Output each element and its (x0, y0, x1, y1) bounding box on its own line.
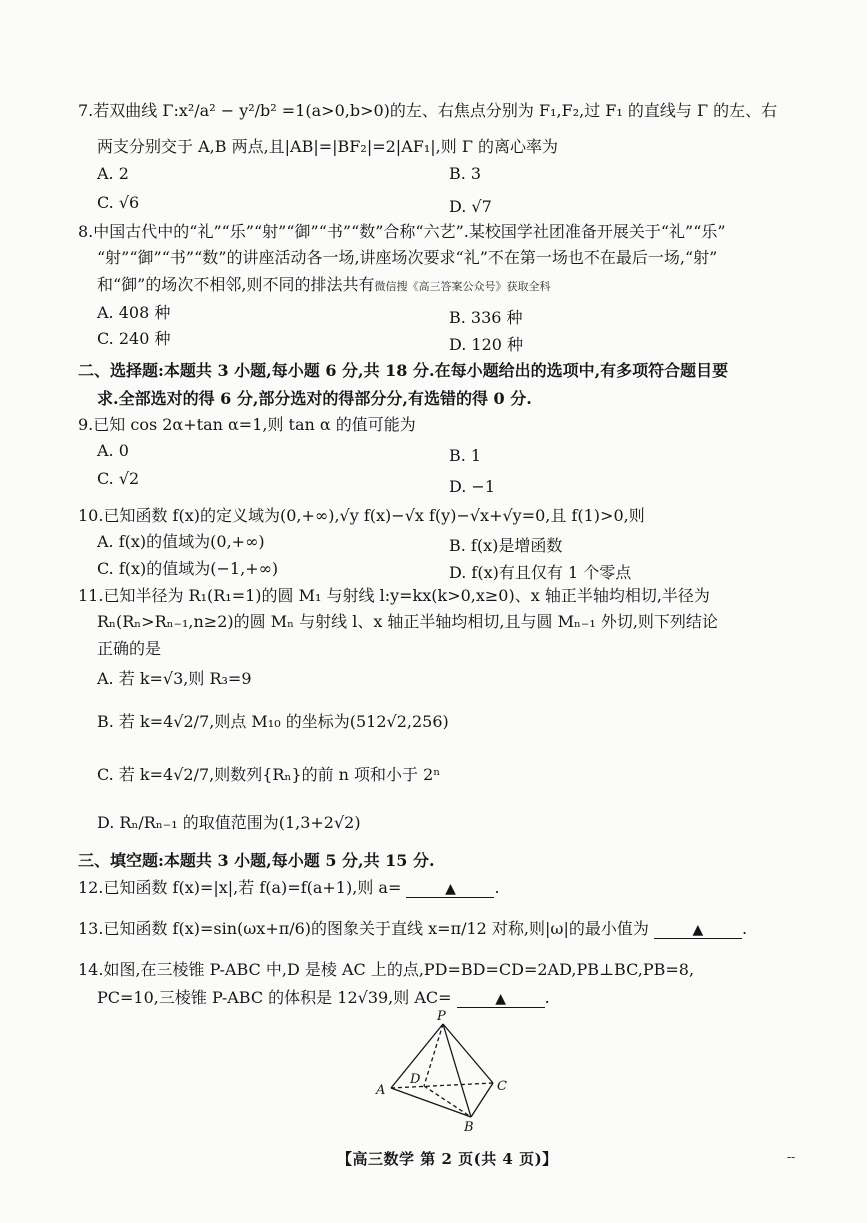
q7-line1: 7.若双曲线 Γ:x²/a² − y²/b² =1(a>0,b>0)的左、右焦点分别为 F₁,F₂,过 F₁ 的直线与 Γ 的左、右 (78, 101, 778, 120)
footer-dash: -- (787, 1150, 796, 1164)
q8-option-c: C. 240 种 (97, 329, 171, 348)
label-b: B (464, 1120, 474, 1135)
q14-answer-blank[interactable] (457, 989, 545, 1008)
edge-ab (391, 1088, 471, 1117)
q8-line3 (97, 274, 550, 298)
q14-blank-triangle: ▲ (495, 991, 507, 1007)
q11-option-a: A. 若 k=√3,则 R₃=9 (97, 669, 252, 688)
section3-heading: 三、填空题:本题共 3 小题,每小题 5 分,共 15 分. (78, 851, 435, 870)
q10-stem: 10.已知函数 f(x)的定义域为(0,+∞),√y f(x)−√x f(y)−√x+√y=0,且 f(1)>0,则 (78, 506, 645, 525)
q9-stem: 9.已知 cos 2α+tan α=1,则 tan α 的值可能为 (78, 415, 416, 434)
q13-answer-blank[interactable] (654, 920, 742, 939)
segment-pd-hidden (424, 1024, 443, 1086)
label-c: C (497, 1079, 507, 1094)
q7-option-d: D. √7 (449, 197, 492, 216)
edge-ac-hidden (391, 1083, 493, 1088)
edge-pa (391, 1024, 443, 1088)
q7-option-b: B. 3 (449, 164, 482, 183)
q11-option-d: D. Rₙ/Rₙ₋₁ 的取值范围为(1,3+2√2) (97, 813, 361, 832)
q10-option-c: C. f(x)的值域为(−1,+∞) (97, 559, 279, 578)
q12-line (78, 877, 500, 899)
q8-option-a: A. 408 种 (97, 303, 171, 322)
q9-option-c: C. √2 (97, 469, 140, 488)
edge-pb (443, 1024, 471, 1117)
q11-option-c: C. 若 k=4√2/7,则数列{Rₙ}的前 n 项和小于 2ⁿ (97, 765, 441, 784)
q14-end: . (544, 988, 550, 1007)
q12-answer-blank[interactable] (406, 879, 494, 898)
q8-line1: 8.中国古代中的“礼”“乐”“射”“御”“书”“数”合称“六艺”.某校国学社团准备开展关于“礼”“乐” (78, 222, 726, 241)
q7-option-a: A. 2 (97, 164, 129, 183)
segment-bd-hidden (424, 1086, 471, 1117)
label-d: D (410, 1072, 421, 1087)
edge-bc (471, 1083, 493, 1117)
q7-option-c: C. √6 (97, 193, 140, 212)
section2-heading-line2: 求.全部选对的得 6 分,部分选对的得部分分,有选错的得 0 分. (97, 389, 532, 408)
section2-heading-line1: 二、选择题:本题共 3 小题,每小题 6 分,共 18 分.在每小题给出的选项中,有多项符合题目要 (78, 361, 729, 380)
q8-option-d: D. 120 种 (449, 335, 524, 354)
q8-option-b: B. 336 种 (449, 308, 523, 327)
q11-line1: 11.已知半径为 R₁(R₁=1)的圆 M₁ 与射线 l:y=kx(k>0,x≥0)、x 轴正半轴均相切,半径为 (78, 586, 710, 605)
q9-option-b: B. 1 (449, 446, 482, 465)
q8-watermark: 微信搜《高三答案公众号》获取全科 (374, 280, 551, 293)
q12-stem: 12.已知函数 f(x)=|x|,若 f(a)=f(a+1),则 a= (78, 878, 402, 897)
q9-option-d: D. −1 (449, 477, 496, 496)
q14-line1: 14.如图,在三棱锥 P-ABC 中,D 是棱 AC 上的点,PD=BD=CD=2AD,PB⊥BC,PB=8, (78, 960, 695, 979)
q13-line (78, 918, 747, 940)
q12-blank-triangle: ▲ (445, 881, 456, 897)
q13-blank-triangle: ▲ (692, 922, 704, 938)
q9-option-a: A. 0 (97, 441, 129, 460)
q13-stem: 13.已知函数 f(x)=sin(ωx+π/6)的图象关于直线 x=π/12 对称,则|ω|的最小值为 (78, 919, 649, 938)
q10-option-b: B. f(x)是增函数 (449, 536, 563, 555)
edge-pc (443, 1024, 493, 1083)
q10-option-d: D. f(x)有且仅有 1 个零点 (449, 563, 632, 582)
q14-line2-text: PC=10,三棱锥 P-ABC 的体积是 12√39,则 AC= (97, 988, 452, 1007)
label-a: A (376, 1083, 386, 1098)
q10-option-a: A. f(x)的值域为(0,+∞) (97, 532, 265, 551)
q8-line3-text: 和“御”的场次不相邻,则不同的排法共有 (97, 275, 375, 294)
q14-line2 (97, 987, 550, 1009)
q8-line2: “射”“御”“书”“数”的讲座活动各一场,讲座场次要求“礼”不在第一场也不在最后一场,“射” (97, 248, 718, 267)
label-p: P (437, 1009, 446, 1024)
q11-option-b: B. 若 k=4√2/7,则点 M₁₀ 的坐标为(512√2,256) (97, 712, 449, 731)
page-footer: 【高三数学 第 2 页(共 4 页)】 (337, 1150, 558, 1168)
q11-line2: Rₙ(Rₙ>Rₙ₋₁,n≥2)的圆 Mₙ 与射线 l、x 轴正半轴均相切,且与圆 Mₙ₋₁ 外切,则下列结论 (97, 612, 718, 631)
q7-line2: 两支分别交于 A,B 两点,且|AB|=|BF₂|=2|AF₁|,则 Γ 的离心率为 (97, 137, 559, 156)
q11-line3: 正确的是 (97, 639, 162, 658)
q12-end: . (494, 878, 500, 897)
q13-end: . (741, 919, 748, 938)
